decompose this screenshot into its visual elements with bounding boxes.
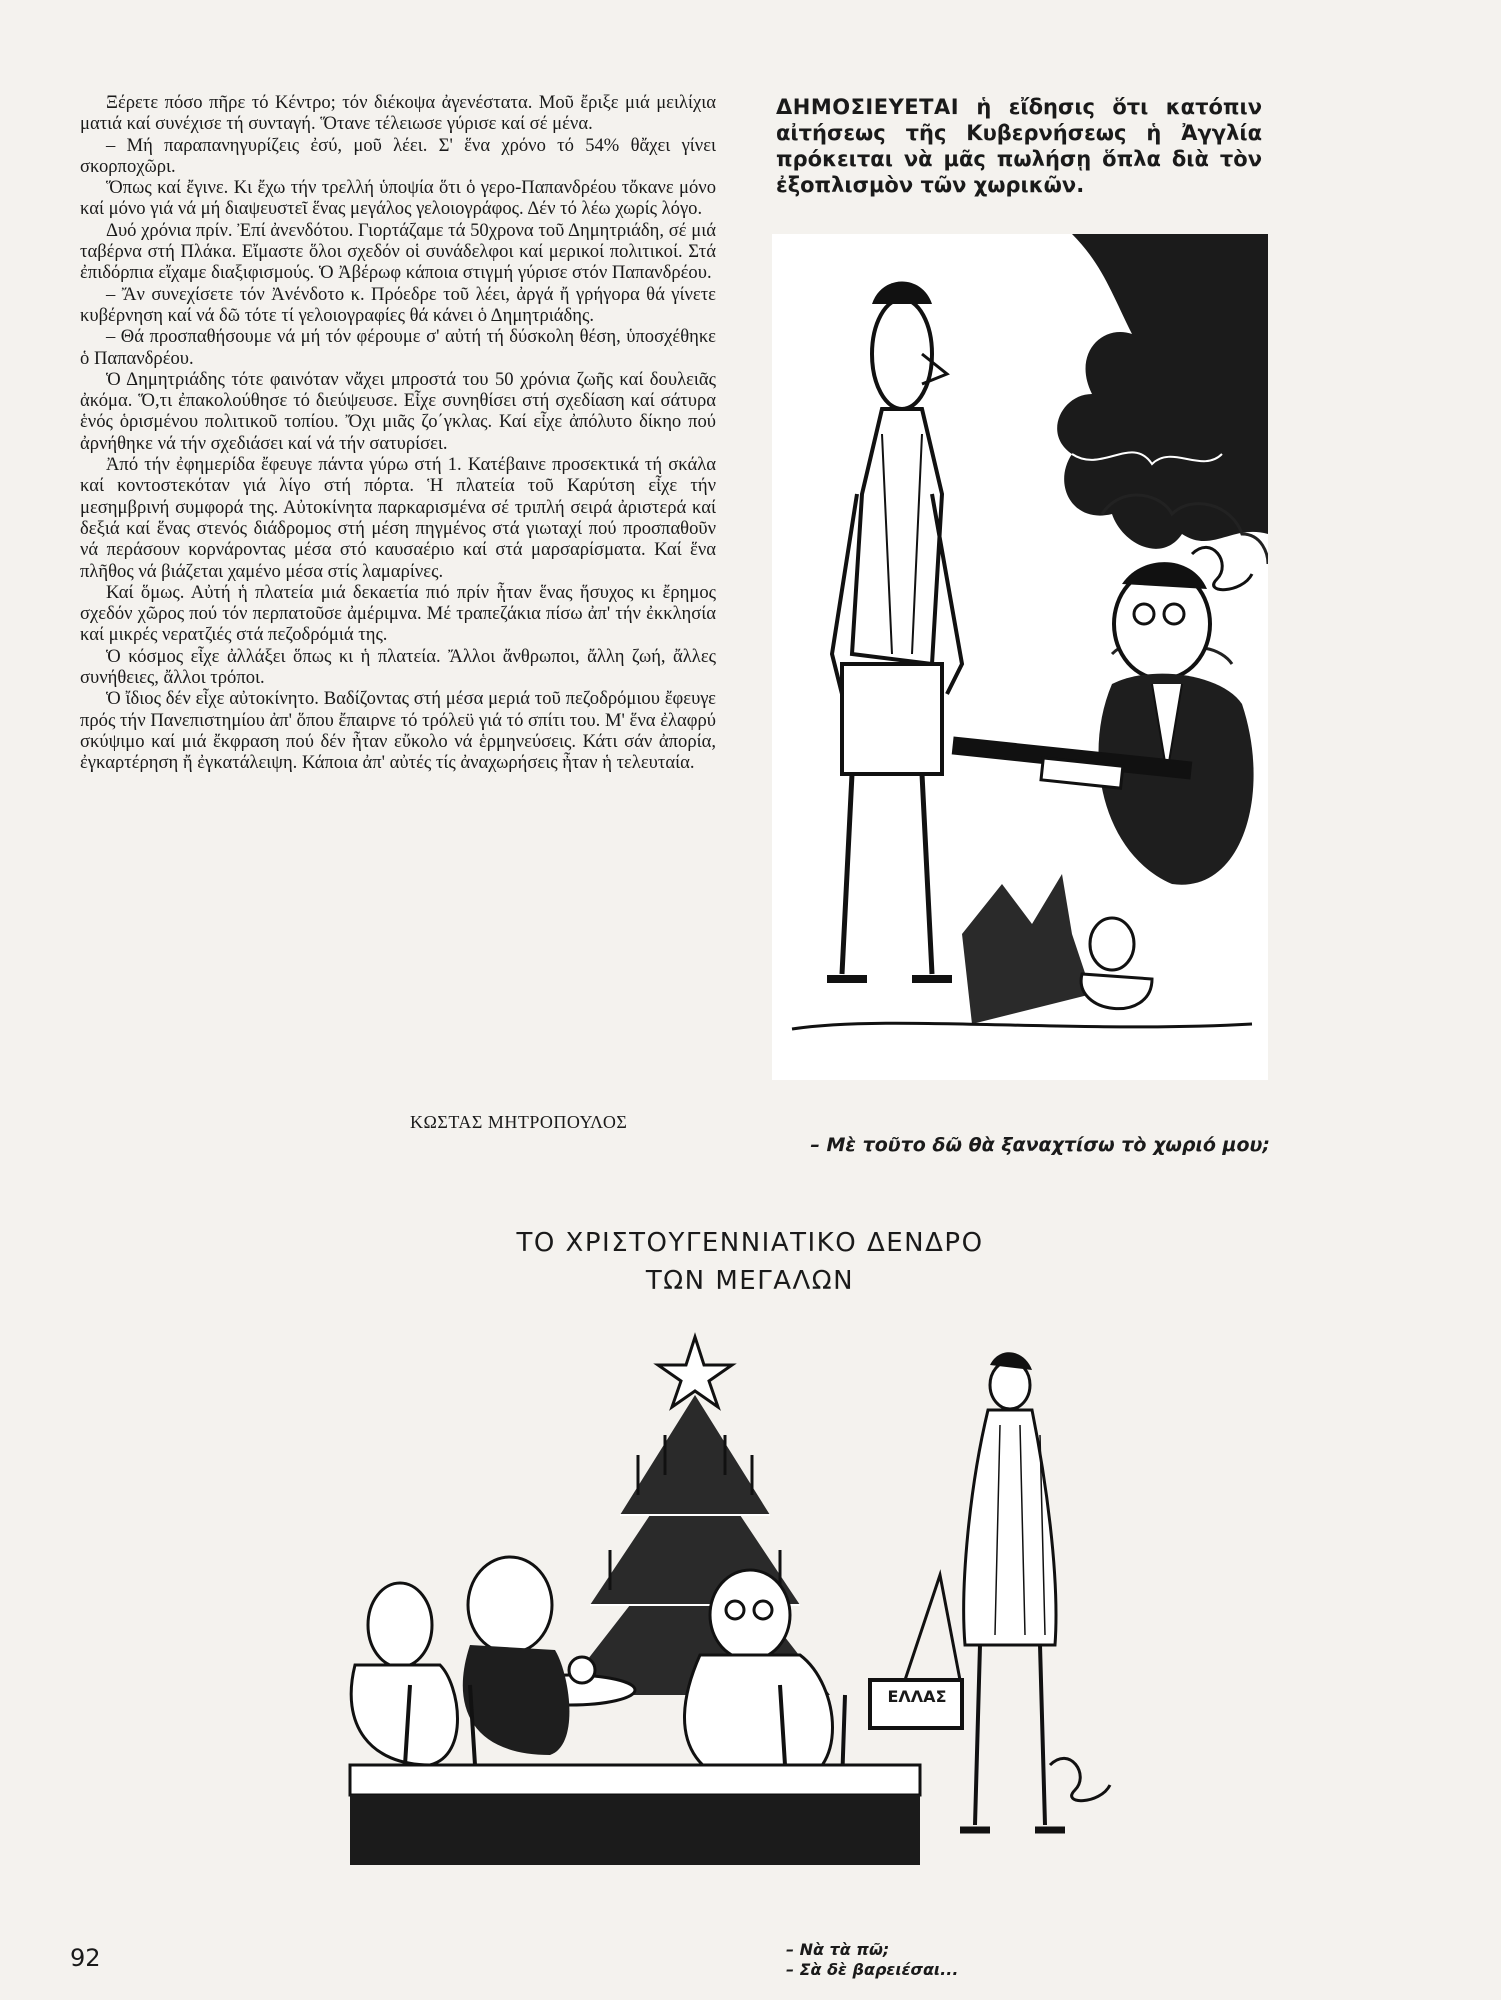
article-paragraph: Ὁ κόσμος εἶχε ἀλλάξει ὅπως κι ἡ πλατεία. Ἄλλοι ἄνθρωποι, ἄλλη ζωή, ἄλλες συνήθειες, ἄλλοι τρόποι. (80, 645, 716, 689)
article-paragraph: Ἀπό τήν ἐφημερίδα ἔφευγε πάντα γύρω στή 1. Κατέβαινε προσεκτικά τή σκάλα καί κοντοστεκόταν γιά λίγο στή πόρτα. Ἡ πλατεία τοῦ Καρύτση εἶχε τήν μεσημβρινή συμφορά της. Αὐτοκίνητα παρκαρισμένα σέ τριπλή σειρά ἀριστερά καί δεξιά καί ἕνας στενός διάδρομος στή μέση πηγμένος στά γιωταχί πού προσπαθοῦν νά περάσουν κορνάροντας μέσα στό καυσαέριο καί στά μαρσαρίσματα. Καί ἕνα πλῆθος νά βιάζεται χαμένο μέσα στίς λαμαρίνες. (80, 454, 716, 582)
section-title-line1: ΤΟ ΧΡΙΣΤΟΥΓΕΝΝΙΑΤΙΚΟ ΔΕΝΔΡΟ (516, 1228, 984, 1258)
article-paragraph: – Μή παραπανηγυρίζεις ἐσύ, μοῦ λέει. Σ' ἕνα χρόνο τό 54% θἄχει γίνει σκορποχῶρι. (80, 134, 716, 177)
article-text (80, 92, 716, 774)
section-title (390, 1224, 1110, 1300)
headline-lead: ΔΗΜΟΣΙΕΥΕΤΑΙ (776, 95, 960, 119)
cartoon2-caption-line1: – Νὰ τὰ πῶ; (786, 1940, 890, 1959)
headline-rest: ἡ εἴδησις ὅτι κατόπιν αἰτήσεως τῆς Κυβερνήσεως ἡ Ἀγγλία πρόκειται νὰ μᾶς πωλήσῃ ὅπλα διὰ τὸν ἐξοπλισμὸν τῶν χωρικῶν. (776, 95, 1262, 197)
section-title-line2: ΤΩΝ ΜΕΓΑΛΩΝ (645, 1266, 855, 1296)
article-paragraph: – Ἄν συνεχίσετε τόν Ἀνένδοτο κ. Πρόεδρε τοῦ λέει, ἀργά ἤ γρήγορα θά γίνετε κυβέρνηση καί νά δῶ τότε τί γελοιογραφίες θά κάνει ὁ Δημητριάδης. (80, 283, 716, 326)
ellas-label: ΕΛΛΑΣ (887, 1687, 947, 1706)
cartoon1-headline (776, 94, 1262, 198)
article-paragraph: Ὁ Δημητριάδης τότε φαινόταν νἄχει μπροστά του 50 χρόνια ζωῆς καί δουλειᾶς ἀκόμα. Ὅ,τι ἐπακολούθησε τό διεύψευσε. Εἶχε συνηθίσει στή σχεδίαση καί σάτυρα ἑνός ὁρισμένου πολιτικοῦ τοπίου. Ὄχι μιᾶς ζο΄γκλας. Καί εἶχε ἀπόλυτο δίκηο πού ἀρνήθηκε νά τήν σχεδιάσει καί νά τήν σατυρίσει. (80, 368, 716, 454)
cartoon2-caption-line2: – Σὰ δὲ βαρειέσαι... (786, 1960, 959, 1979)
cartoon2-illustration (320, 1325, 1146, 1947)
article-paragraph: Ξέρετε πόσο πῆρε τό Κέντρο; τόν διέκοψα ἀγενέστατα. Μοῦ ἔριξε μιά μειλίχια ματιά καί συνέχισε τή συνταγή. Ὅτανε τέλειωσε γύρισε καί σέ μένα. (80, 92, 716, 135)
article-paragraph: Ὁ ἴδιος δέν εἶχε αὐτοκίνητο. Βαδίζοντας στή μέσα μεριά τοῦ πεζοδρόμιου ἔφευγε πρός τήν Πανεπιστημίου ἀπ' ὅπου ἔπαιρνε τό τρόλεϋ γιά τό σπίτι του. Μ' ἕνα ἐλαφρύ σκύψιμο καί μιά ἔκφραση πού δέν ἦταν εὔκολο νά ἑρμηνεύσεις. Κάτι σάν ἀπορία, ἐγκαρτέρηση ἤ ἐγκατάλειψη. Κάποια ἀπ' αὐτές τίς ἀναχωρήσεις ἦταν ἡ τελευταία. (80, 688, 716, 774)
article-paragraph: Ὅπως καί ἔγινε. Κι ἔχω τήν τρελλή ὑποψία ὅτι ὁ γερο-Παπανδρέου τὄκανε μόνο καί μόνο γιά νά μή διαψευστεῖ ἕνας μεγάλος γελοιογράφος. Δέν τό λέω χωρίς λόγο. (80, 177, 716, 220)
article-paragraph: Δυό χρόνια πρίν. Ἐπί ἀνενδότου. Γιορτάζαμε τά 50χρονα τοῦ Δημητριάδη, σέ μιά ταβέρνα στή Πλάκα. Εἴμαστε ὅλοι σχεδόν οἱ συνάδελφοι καί μερικοί πολιτικοί. Στά ἐπιδόρπια εἴχαμε διαξιφισμούς. Ὁ Ἀβέρωφ κάποια στιγμή γύρισε στόν Παπανδρέου. (80, 219, 716, 284)
article-paragraph: Καί ὅμως. Αὐτή ἡ πλατεία μιά δεκαετία πιό πρίν ἦταν ἕνας ἥσυχος κι ἔρημος σχεδόν χῶρος πού τόν περπατοῦσε ἀμέριμνα. Μέ τραπεζάκια πίσω ἀπ' τήν ἐκκλησία καί μικρές νερατζιές στά πεζοδρόμιά της. (80, 581, 716, 646)
cartoon2-caption (786, 1940, 958, 1980)
cartoon1-illustration (772, 234, 1268, 1080)
cartoon1-drawing (772, 234, 1268, 1080)
cartoon1-caption: – Μὲ τοῦτο δῶ θὰ ξαναχτίσω τὸ χωριό μου; (810, 1134, 1270, 1156)
page-number: 92 (70, 1944, 101, 1972)
article-paragraph: – Θά προσπαθήσουμε νά μή τόν φέρουμε σ' αὐτή τή δύσκολη θέση, ὑποσχέθηκε ὁ Παπανδρέου. (80, 326, 716, 369)
cartoon2-drawing (320, 1325, 1146, 1947)
article-author: ΚΩΣΤΑΣ ΜΗΤΡΟΠΟΥΛΟΣ (410, 1112, 628, 1132)
